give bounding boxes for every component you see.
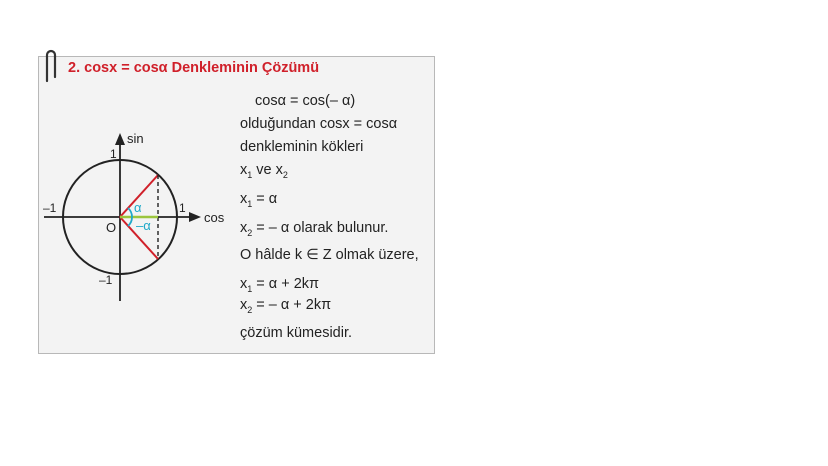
angle-label-negative: –α [136, 218, 151, 233]
title-text: cosx = cosα Denkleminin Çözümü [84, 60, 320, 76]
axis-x-label: cos [204, 210, 225, 225]
text-line-3: denkleminin kökleri [240, 139, 364, 155]
text-line-8: $x_1 = \alpha + 2k\pi$ [240, 276, 320, 294]
unit-circle-diagram [40, 125, 240, 310]
tick-bottom: –1 [99, 273, 113, 287]
text-line-9: $x_2$ = – α + 2kπ [240, 297, 332, 315]
title-number: 2. [68, 60, 81, 76]
axis-y-label: sin [127, 131, 144, 146]
text-line-4: $x_1$ ve $x_2$ [240, 162, 288, 180]
tick-right: 1 [179, 201, 186, 215]
section-title [68, 60, 319, 76]
text-line-5: $x_1 = \alpha$ [240, 191, 278, 209]
angle-arc-negative [128, 217, 132, 226]
text-line-1: cosα = cos(– α) [255, 93, 356, 109]
tick-top: 1 [110, 147, 117, 161]
tick-left: –1 [43, 201, 57, 215]
text-line-2: olduğundan cosx = cosα [240, 116, 398, 132]
origin-label: O [106, 220, 117, 235]
text-line-7: O hâlde k ∈ Z olmak üzere, [240, 247, 419, 263]
paperclip-icon [44, 47, 58, 83]
angle-arc-positive [128, 208, 132, 217]
angle-label-positive: α [134, 200, 142, 215]
text-line-6: $x_2$ = – α olarak bulunur. [240, 220, 389, 238]
y-axis-arrow [115, 133, 125, 145]
x-axis-arrow [189, 212, 201, 222]
text-line-10: çözüm kümesidir. [240, 325, 353, 341]
